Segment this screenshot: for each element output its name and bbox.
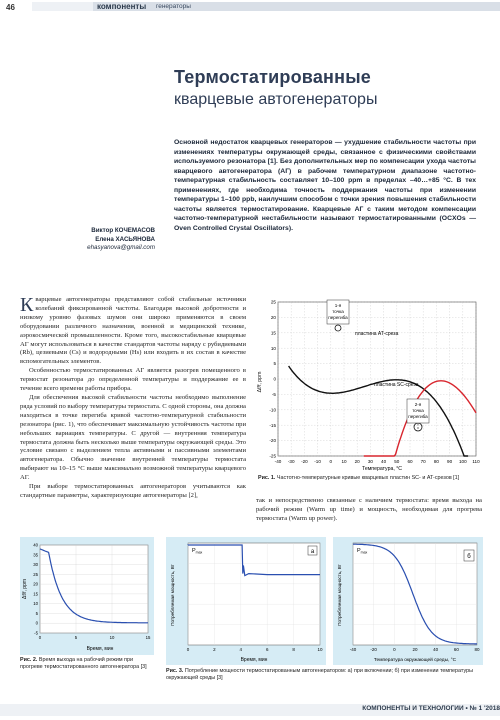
figure-1-ylabel: Δf/f, ppm: [257, 371, 263, 393]
figure-3b-xtick: 0: [393, 647, 396, 652]
figure-1-xtick: 60: [407, 459, 413, 464]
figure-3b-pmax-sub: max: [360, 550, 368, 555]
article-lead: Основной недостаток кварцевых генераторов — ухудшение стабильности частоты при изменениях температуры окружающей среды, связанное с физическими свойствами используемого резонатора [1]. Без дополнительных мер по компенсации ухода частоты кварцевого автогенератора (АГ) в рабочем температурном диапазоне частотно-температурная стабильность составляет 10–100 ppm в пределах –40…+85 °C. В тех применениях, где необходима точность поддержания частоты при изменении температуры 1–100 ppb, наилучшим способом с точки зрения повышения стабильности частоты является термостатирование. Кварцевые АГ с таким методом компенсации частотно-температурной нестабильности называют термостатированными (OCXOs — Oven Controlled Crystal Oscillators).: [174, 139, 476, 232]
figure-1-ytick: 15: [270, 330, 276, 336]
figure-1-xtick: 50: [394, 459, 400, 464]
section-title: компоненты: [97, 2, 147, 11]
figure-3a-ylabel: Потребляемая мощность, Вт: [170, 564, 175, 626]
author-1: Виктор КОЧЕМАСОВ: [91, 227, 155, 234]
article-subtitle: кварцевые автогенераторы: [174, 91, 378, 108]
annotation-1-line-3: перегиба: [328, 315, 348, 320]
figure-3-caption-label: Рис. 3.: [166, 668, 184, 674]
author-email[interactable]: ehasyanova@gmail.com: [87, 244, 155, 251]
figure-2-xtick: 15: [145, 635, 151, 640]
body-column-left: [20, 296, 246, 501]
sc-cut-label: пластина SC-среза: [374, 382, 419, 388]
figure-1-chart: [256, 296, 482, 474]
figure-3b-pmax-text: P: [357, 548, 361, 554]
figure-3a-chart: [166, 537, 326, 665]
figure-1-caption-text: Частотно-температурные кривые кварцевых пластин SC- и AT-срезов [1]: [276, 475, 460, 481]
figure-1-ytick: -20: [269, 438, 276, 444]
figure-1-xtick: 110: [472, 459, 480, 464]
figure-1-ytick: 20: [270, 315, 276, 320]
figure-1-ytick: -10: [269, 407, 276, 413]
figure-3a-pmax-sub: max: [195, 550, 203, 555]
figure-1-caption: [258, 475, 480, 482]
figure-1-xtick: 20: [354, 459, 360, 464]
figure-1-xtick: 100: [458, 459, 467, 464]
drop-cap: К: [20, 294, 34, 316]
annotation-2-line-2: точка: [412, 408, 424, 413]
figure-1-ytick: 25: [270, 299, 276, 305]
figure-3b-xlabel: Температура окружающей среды, °C: [373, 658, 457, 663]
figure-2-ytick: 35: [33, 552, 38, 558]
figure-3a-pmax-text: P: [192, 548, 196, 554]
figure-3a-xlabel: Время, мин: [240, 657, 268, 663]
annotation-1-line-1: 1-я: [334, 303, 342, 308]
figure-1-xtick: -30: [287, 459, 295, 464]
figure-3a-xtick: 10: [317, 647, 323, 652]
figure-1-ytick: 5: [273, 361, 276, 367]
figure-3b-xtick: 20: [412, 647, 418, 652]
figure-3a-xtick: 4: [239, 647, 243, 652]
figure-2-ylabel: Δf/f, ppm: [22, 578, 28, 600]
author-2: Елена ХАСЬЯНОВА: [95, 235, 155, 243]
figure-1-xlabel: Температура, °C: [361, 466, 403, 472]
figure-3a: [166, 537, 326, 665]
figure-2-xlabel: Время, мин: [86, 646, 114, 652]
figure-2-ytick: 25: [33, 571, 38, 577]
figure-2-caption: [20, 657, 154, 671]
annotation-2-line-1: 2-я: [414, 402, 422, 407]
figure-3b-xtick: -40: [349, 647, 357, 652]
figure-1-xtick: 0: [329, 459, 333, 464]
footer-text: КОМПОНЕНТЫ И ТЕХНОЛОГИИ • № 1 '2018: [362, 705, 500, 712]
section-subtitle: генераторы: [156, 3, 191, 10]
figure-2-ytick: 30: [33, 562, 38, 568]
authors-block: [20, 227, 155, 253]
figure-2-ytick: -5: [34, 630, 38, 636]
body-column-right: [256, 497, 482, 524]
figure-2-xtick: 10: [109, 635, 115, 640]
figure-2-xtick: 5: [74, 635, 78, 640]
header-left-bar: [32, 2, 93, 11]
figure-3b-ylabel: Потребляемая мощность, Вт: [337, 564, 342, 626]
paragraph-1-text: варцевые автогенераторы представляют собой стабильные источники колебаний фиксированной частоты. Благодаря высокой добротности и низкому уровню фазовых шумов они широко применяются в своем оборудовании различного назначения, военной и медицинской технике, аэрокосмической промышленности. Кроме того, высокостабильные кварцевые АГ могут использоваться в качестве стандартов частоты наряду с рубидиевыми (Rb), цезиевыми (Cs) и водородными (Hs) или входить в их состав в качестве вспомогательных элементов.: [20, 296, 246, 366]
paragraph-1: [20, 296, 246, 367]
paragraph-3: Для обеспечения высокой стабильности частоты необходимо выполнение ряда условий по выбору температуры термостата. С одной стороны, она должна находиться в точке перегиба кривой частотно-температурной стабильности резонатора (рис. 1), что обеспечивает максимальную устойчивость частоты при небольших вариациях температуры. С другой — внутренняя температура термостата должна быть несколько выше температуры окружающей среды. Это условие связано с выделением тепла активными и пассивными элементами автогенератора. Обычно значение внутренней температуры термостата выбирают на 10–15 °C выше максимально возможной температуры кварцевого АГ.: [20, 393, 246, 482]
figure-3b-chart: [333, 537, 483, 665]
figure-1-xtick: 40: [381, 459, 387, 464]
figure-1-xtick: -40: [274, 459, 282, 464]
figure-1-ytick: -5: [271, 392, 276, 397]
figure-3b-xtick: 40: [433, 647, 439, 652]
figure-2-chart: [20, 537, 154, 655]
figure-2-ytick: 10: [33, 601, 38, 607]
figure-3b-xtick: 60: [453, 647, 459, 652]
figure-1-xtick: -10: [314, 459, 321, 464]
figure-1-xtick: 80: [433, 459, 439, 464]
page-number: 46: [6, 3, 15, 12]
paragraph-4: При выборе термостатированных автогенераторов учитываются как стандартные параметры, характеризующие автогенераторы [2],: [20, 483, 246, 499]
figure-3a-xtick: 0: [186, 647, 190, 652]
figure-2-ytick: 0: [35, 620, 38, 626]
figure-3b-xtick: 80: [474, 647, 480, 652]
figure-3-caption-text: Потребление мощности термостатированным автогенератором: а) при включении; б) при изменении температуры окружающей среды [3]: [166, 668, 473, 682]
annotation-2-line-3: перегиба: [408, 414, 428, 419]
paragraph-5: так и непосредственно связанные с наличием термостата: время выхода на рабочий режим (Warm up time) и мощность, необходимая для прогрева термостата (Warm up power).: [256, 497, 482, 522]
figure-2-ytick: 15: [33, 591, 38, 597]
figure-3a-xtick: 2: [213, 647, 216, 652]
figure-3b-panel-label: б: [467, 554, 471, 560]
figure-3b-xtick: -20: [370, 647, 377, 652]
figure-2-caption-text: Время выхода на рабочий режим при прогреве термостатированного автогенератора [3]: [20, 657, 147, 671]
figure-2-caption-label: Рис. 2.: [20, 657, 38, 663]
figure-3-caption: [166, 668, 476, 682]
figure-1: [256, 296, 482, 474]
annotation-1-line-2: точка: [332, 309, 344, 314]
article-title: Термостатированные: [174, 67, 371, 87]
figure-3a-xtick: 6: [265, 647, 269, 652]
figure-2-ytick: 40: [33, 542, 38, 548]
figure-3a-plot-area: [188, 543, 320, 645]
figure-1-ytick: -15: [269, 422, 276, 428]
figure-2-xtick: 0: [38, 635, 42, 640]
figure-3b: [333, 537, 483, 665]
paragraph-2: Особенностью термостатированных АГ является разогрев помещенного в термостат резонатора до определенной температуры и поддержание ее в течение всего времени работы прибора.: [20, 367, 246, 393]
figure-1-ytick: 0: [273, 376, 276, 382]
figure-1-xtick: 30: [367, 459, 373, 464]
at-cut-label: пластина AT-среза: [355, 331, 399, 337]
figure-1-caption-label: Рис. 1.: [258, 475, 276, 481]
figure-2: [20, 537, 154, 655]
figure-1-xtick: -20: [301, 459, 308, 464]
figure-1-xtick: 10: [341, 459, 347, 464]
figure-2-plot-area: [40, 545, 148, 633]
figure-1-ytick: 10: [270, 345, 276, 351]
figure-3a-panel-label: а: [310, 549, 315, 555]
figure-1-ytick: -25: [269, 453, 276, 459]
figure-2-ytick: 20: [33, 581, 38, 587]
figure-3a-xtick: 8: [292, 647, 295, 652]
figure-1-xtick: 70: [420, 459, 426, 464]
figure-1-xtick: 90: [447, 459, 453, 464]
figure-2-ytick: 5: [35, 610, 38, 616]
